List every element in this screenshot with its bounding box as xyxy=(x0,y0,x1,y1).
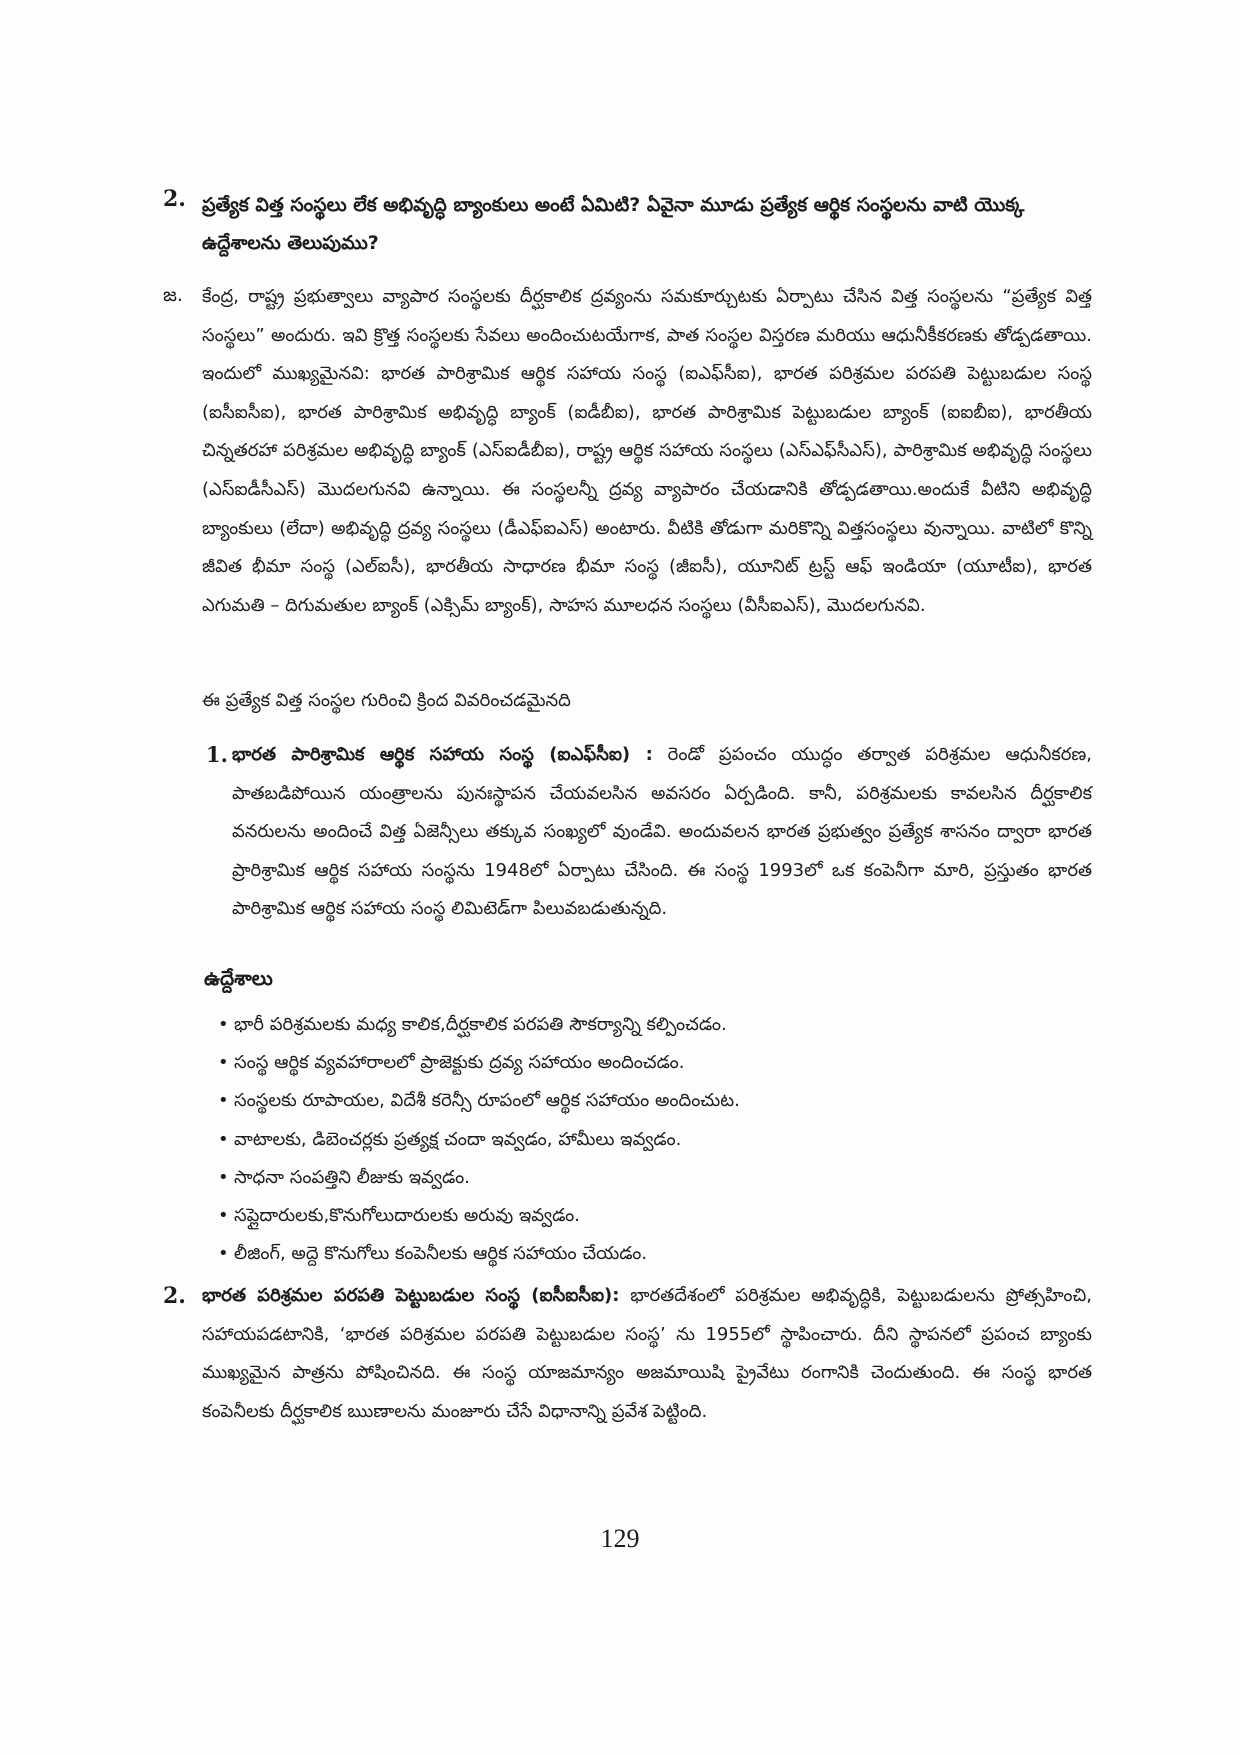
item2-title: భారత పరిశ్రమల పరపతి పెట్టుబడుల సంస్థ (ఐసీఐసీఐ): xyxy=(202,1285,620,1306)
bullet: • xyxy=(218,1166,229,1188)
list-item xyxy=(218,1197,1078,1235)
bullet: • xyxy=(218,1052,229,1074)
list-item xyxy=(218,1235,1078,1273)
item1-paragraph xyxy=(232,736,1092,929)
list-item-text: సంస్థ ఆర్థిక వ్యవహారాలలో ప్రాజెక్టుకు ద్రవ్య సహాయం అందించడం. xyxy=(234,1052,685,1074)
list-item-text: సాధనా సంపత్తిని లీజుకు ఇవ్వడం. xyxy=(234,1166,470,1188)
answer-label: జ. xyxy=(163,284,183,306)
list-item xyxy=(218,1159,1078,1197)
list-item xyxy=(218,1006,1078,1044)
bullet: • xyxy=(218,1128,229,1150)
bullet: • xyxy=(218,1205,229,1227)
item2-paragraph xyxy=(202,1277,1092,1431)
answer-paragraph: కేంద్ర, రాష్ట్ర ప్రభుత్వాలు వ్యాపార సంస్థలకు దీర్ఘకాలిక ద్రవ్యంను సమకూర్చుటకు ఏర్పాటు చేసిన విత్త సంస్థలను “ప్రత్యేక విత్త సంస్థలు” అందురు. ఇవి క్రొత్త సంస్థలకు సేవలు అందించుటయేగాక, పాత సంస్థల విస్తరణ మరియు ఆధునీకీకరణకు తోడ్పడతాయి. ఇందులో ముఖ్యమైనవి: భారత పారిశ్రామిక ఆర్థిక సహాయ సంస్థ (ఐఎఫ్‌సీఐ), భారత పరిశ్రమల పరపతి పెట్టుబడుల సంస్థ (ఐసీఐసీఐ), భారత పారిశ్రామిక అభివృద్ధి బ్యాంక్ (ఐడీబీఐ), భారత పారిశ్రామిక పెట్టుబడుల బ్యాంక్ (ఐఐబీఐ), భారతీయ చిన్నతరహా పరిశ్రమల అభివృద్ధి బ్యాంక్ (ఎస్ఐడీబీఐ), రాష్ట్ర ఆర్థిక సహాయ సంస్థలు (ఎస్ఎఫ్‌సీఎస్), పారిశ్రామిక అభివృద్ధి సంస్థలు (ఎస్ఐడీసీఎస్) మొదలగునవి ఉన్నాయి. ఈ సంస్థలన్నీ ద్రవ్య వ్యాపారం చేయడానికి తోడ్పడతాయి.అందుకే వీటిని అభివృద్ధి బ్యాంకులు (లేదా) అభివృద్ధి ద్రవ్య సంస్థలు (డీఎఫ్ఐఎస్) అంటారు. వీటికి తోడుగా మరికొన్ని విత్తసంస్థలు వున్నాయి. వాటిలో కొన్ని జీవిత భీమా సంస్థ (ఎల్ఐసీ), భారతీయ సాధారణ భీమా సంస్థ (జీఐసీ), యూనిట్ ట్రస్ట్ ఆఫ్ ఇండియా (యూటీఐ), భారత ఎగుమతి – దిగుమతుల బ్యాంక్ (ఎక్సిమ్ బ్యాంక్), సాహస మూలధన సంస్థలు (వీసీఐఎస్), మొదలగునవి. xyxy=(202,286,1092,616)
list-item-text: వాటాలకు, డిబెంచర్లకు ప్రత్యక్ష చందా ఇవ్వడం, హామీలు ఇవ్వడం. xyxy=(234,1128,682,1150)
list-item-text: సప్లైదారులకు,కొనుగోలుదారులకు అరువు ఇవ్వడం. xyxy=(234,1205,581,1227)
item1-number: 1. xyxy=(206,742,228,767)
question-number: 2. xyxy=(163,186,186,212)
question-text: ప్రత్యేక విత్త సంస్థలు లేక అభివృద్ధి బ్యాంకులు అంటే ఏమిటి? ఏవైనా మూడు ప్రత్యేక ఆర్థిక సంస్థలను వాటి యొక్క ఉద్దేశాలను తెలుపుము? xyxy=(202,194,1025,254)
objectives-list xyxy=(218,1006,1078,1273)
item2-body: భారతదేశంలో పరిశ్రమల అభివృద్ధికి, పెట్టుబడులను ప్రోత్సహించి, సహాయపడటానికి, ‘భారత పరిశ్రమల పరపతి పెట్టుబడుల సంస్థ’ ను 1955లో స్థాపించారు. దీని స్థాపనలో ప్రపంచ బ్యాంకు ముఖ్యమైన పాత్రను పోషించినది. ఈ సంస్థ యాజమాన్యం అజమాయిషి ప్రైవేటు రంగానికి చెందుతుంది. ఈ సంస్థ భారత కంపెనీలకు దీర్ఘకాలిక ఋణాలను మంజూరు చేసే విధానాన్ని ప్రవేశ పెట్టింది. xyxy=(202,1285,1092,1422)
list-item-text: భారీ పరిశ్రమలకు మధ్య కాలిక,దీర్ఘకాలిక పరపతి సౌకర్యాన్ని కల్పించడం. xyxy=(234,1014,727,1035)
list-item xyxy=(218,1082,1078,1120)
list-item-text: లీజింగ్, అద్దె కొనుగోలు కంపెనీలకు ఆర్థిక సహాయం చేయడం. xyxy=(234,1243,648,1265)
answer-intro: ఈ ప్రత్యేక విత్త సంస్థల గురించి క్రింద వివరించడమైనది xyxy=(202,690,571,711)
item1-body: రెండో ప్రపంచం యుద్ధం తర్వాత పరిశ్రమల ఆధునీకరణ, పాతబడిపోయిన యంత్రాలను పునఃస్థాపన చేయవలసిన అవసరం ఏర్పడింది. కానీ, పరిశ్రమలకు కావలసిన దీర్ఘకాలిక వనరులను అందించే విత్త ఏజెన్సీలు తక్కువ సంఖ్యలో వుండేవి. అందువలన భారత ప్రభుత్వం ప్రత్యేక శాసనం ద్వారా భారత ప్రారిశ్రామిక ఆర్థిక సహాయ సంస్థను 1948లో ఏర్పాటు చేసింది. ఈ సంస్థ 1993లో ఒక కంపెనీగా మారి, ప్రస్తుతం భారత పారిశ్రామిక ఆర్థిక సహాయ సంస్థ లిమిటెడ్‌గా పిలువబడుతున్నది. xyxy=(232,744,1093,920)
page-number: 129 xyxy=(600,1524,640,1553)
objectives-heading: ఉద్దేశాలు xyxy=(204,966,273,990)
list-item-text: సంస్థలకు రూపాయల, విదేశీ కరెన్సీ రూపంలో ఆర్థిక సహాయం అందించుట. xyxy=(234,1090,740,1112)
list-item xyxy=(218,1044,1078,1082)
item1-title: భారత పారిశ్రామిక ఆర్థిక సహాయ సంస్థ (ఐఎఫ్‌సీఐ) : xyxy=(232,744,653,765)
bullet: • xyxy=(218,1090,229,1112)
item2-number: 2. xyxy=(163,1283,186,1309)
bullet: • xyxy=(218,1243,229,1265)
list-item xyxy=(218,1121,1078,1159)
bullet: • xyxy=(218,1014,229,1035)
